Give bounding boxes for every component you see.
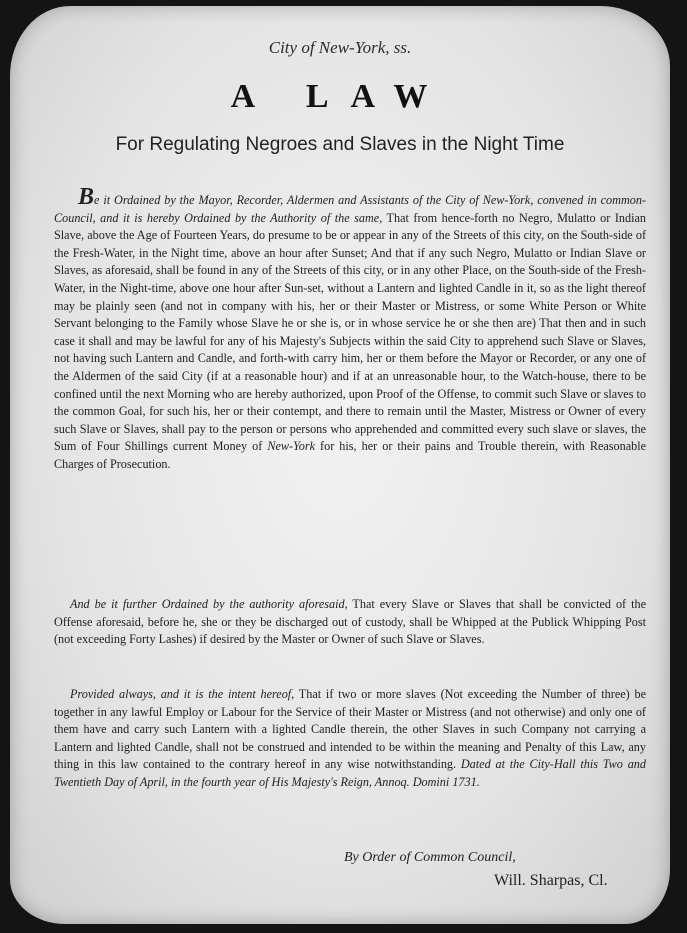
ordinance-lead: e it Ordained by the Mayor, Recorder, Aldermen and Assistants of the City of New-York, convened in common-Council, and it is hereby Ordained by the Authority of the same, xyxy=(54,193,646,225)
document-subtitle: For Regulating Negroes and Slaves in the Night Time xyxy=(115,134,565,155)
city-heading: City of New-York, ss. xyxy=(268,38,412,57)
paragraph-punishment xyxy=(54,596,646,649)
law-document xyxy=(10,6,670,924)
paragraph-proviso xyxy=(54,686,646,792)
proviso-text: That if two or more slaves (Not exceeding the Number of three) be together in any lawful Employ or Labour for the Service of their Master or Mistress (and not otherwise) and only one of them have and carry such Lantern with a lighted Candle therein, the other Slaves in such Company not carrying a Lantern and lighted Candle, shall not be construed and intended to be within the meaning and Penalty of this Law, any thing in this law contained to the contrary hereof in any wise notwithstanding. xyxy=(54,687,646,772)
document-title: A LAW xyxy=(230,78,450,115)
place-name: New-York xyxy=(267,439,316,454)
punishment-lead: And be it further Ordained by the authority aforesaid, xyxy=(70,597,348,611)
punishment-text: That every Slave or Slaves that shall be convicted of the Offense aforesaid, before he, she or they be discharged out of custody, shall be Whipped at the Publick Whipping Post (not exceeding Forty Lashes) if desired by the Master or Owner of such Slave or Slaves. xyxy=(54,597,646,647)
order-line: By Order of Common Council, xyxy=(344,850,516,865)
signatory-name: Will. Sharpas, Cl. xyxy=(494,872,608,889)
proviso-lead: Provided always, and it is the intent hereof, xyxy=(70,687,295,701)
ordinance-text-b: for his, her or their pains and Trouble therein, with Reasonable Charges of Prosecution. xyxy=(54,439,646,471)
ordinance-text-a: That from hence-forth no Negro, Mulatto or Indian Slave, above the Age of Fourteen Years, do presume to be or appear in any of the Streets of this city, on the South-side of the Fresh-Water, in the Night time, above an hour after Sunset; And that if any such Negro, Mulatto or Indian Slave or Slaves, as aforesaid, shall be found in any of the Streets of this city, or in any other Place, on the South-side of the Fresh-Water, in the Night-time, above one hour after Sun-set, without a Lantern and lighted Candle in it, so as the light thereof may be plainly seen (and not in company with his, her or their Master or Mistress, or some White Person or White Servant belonging to the Family whose Slave he or she is, or in whose service he or she then are) That then and in such case it shall and may be lawful for any of his Majesty's Subjects within the said City to apprehend such Slave or Slaves, not having such Lantern and Candle, and forth-with carry him, her or them before the Mayor or Recorder, or any one of the Aldermen of the said City (if at a reasonable hour) and if at an unreasonable hour, to the Watch-house, there to be confined until the next Morning who are hereby authorized, upon Proof of the Offense, to commit such Slave or slaves to the common Goal, for such his, her or their contempt, and there to remain until the Master, Mistress or Owner of every such Slave or Slaves, shall pay to the person or persons who apprehended and committed every such slave or slaves, the Sum of Four Shillings current Money of xyxy=(54,210,646,454)
drop-cap: B xyxy=(78,184,95,210)
paragraph-ordinance xyxy=(54,184,646,474)
dated-line: Dated at the City-Hall this Two and Twentieth Day of April, in the fourth year of His Majesty's Reign, Annoq. Domini 1731. xyxy=(54,757,646,789)
